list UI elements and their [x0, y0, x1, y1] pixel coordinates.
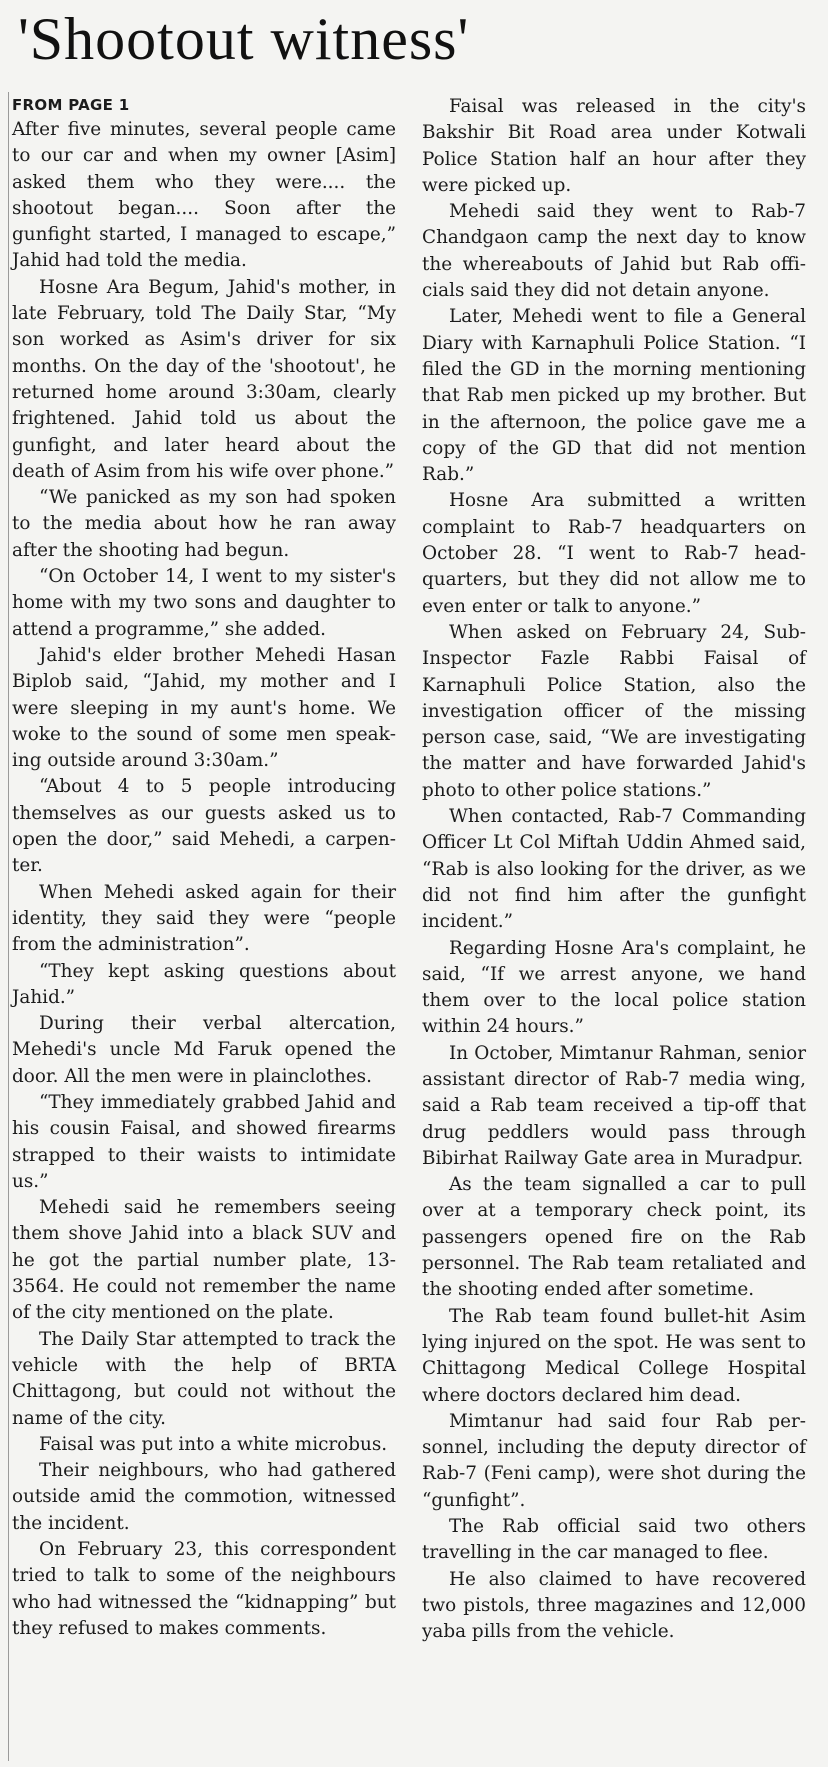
paragraph: Faisal was put into a white microbus.	[39, 1433, 388, 1455]
paragraph: The Rab team found bullet-hit Asim lying injured on the spot. He was sent to Chittagong Medical College Hospital where doctors declared him dead.	[422, 1305, 806, 1406]
column-rule	[8, 92, 9, 1761]
paragraph: The Rab official said two others travelling in the car managed to flee.	[422, 1516, 806, 1564]
paragraph: He also claimed to have recovered two pistols, three magazines and 12,000 yaba pills from the vehicle.	[422, 1568, 806, 1643]
paragraph: The Daily Star attempted to track the vehicle with the help of BRTA Chittagong, but could not without the name of the city.	[12, 1328, 396, 1429]
paragraph: Mehedi said they went to Rab-7 Chandgaon camp the next day to know the whereabouts of Jahid but Rab officials said they did not detain anyone.	[422, 201, 806, 302]
paragraph: Regarding Hosne Ara's complaint, he said, “If we arrest anyone, we hand them over to the local police station within 24 hours.”	[422, 937, 806, 1038]
paragraph: Their neighbours, who had gathered outside amid the commotion, witnessed the incident.	[12, 1460, 396, 1534]
paragraph: As the team signalled a car to pull over at a temporary check point, its passengers opened fire on the Rab personnel. The Rab team retaliated and the shooting ended after sometime.	[422, 1174, 806, 1301]
paragraph: Later, Mehedi went to file a General Diary with Karnaphuli Police Station. “I filed the GD in the morning mentioning that Rab men picked up my brother. But in the afternoon, the police gave me a copy of the GD that did not mention Rab.”	[422, 306, 806, 486]
paragraph: During their verbal altercation, Mehedi's uncle Md Faruk opened the door. All the men were in plainclothes.	[12, 1013, 396, 1087]
paragraph: Mehedi said he remembers seeing them shove Jahid into a black SUV and he got the partial number plate, 13-3564. He could not remember the name of the city mentioned on the plate.	[12, 1197, 396, 1324]
paragraph: “They kept asking questions about Jahid.”	[12, 960, 396, 1008]
paragraph: On February 23, this correspondent tried to talk to some of the neighbours who had witnessed the “kidnapping” but they refused to makes comments.	[12, 1539, 396, 1639]
continuation-kicker: FROM PAGE 1	[12, 96, 130, 114]
headline: 'Shootout witness'	[18, 6, 470, 72]
paragraph: Hosne Ara Begum, Jahid's mother, in late February, told The Daily Star, “My son worked as Asim's driver for six months. On the day of the 'shootout', he returned home around 3:30am, clearly frightened. Jahid told us about the gunfight, and later heard about the death of Asim from his wife over phone.”	[12, 276, 396, 482]
paragraph: Jahid's elder brother Mehedi Hasan Biplob said, “Jahid, my mother and I were sleeping in my aunt's home. We woke to the sound of some men speaking outside around 3:30am.”	[12, 644, 396, 772]
paragraph: When asked on February 24, Sub-Inspector Fazle Rabbi Faisal of Karnaphuli Police Station, also the investigation officer of the missing person case, said, “We are investigating the matter and have forwarded Jahid's photo to other police stations.”	[422, 621, 806, 801]
paragraph: Mimtanur had said four Rab personnel, including the deputy director of Rab-7 (Feni camp), were shot during the “gunfight”.	[422, 1410, 806, 1511]
paragraph: In October, Mimtanur Rahman, senior assistant director of Rab-7 media wing, said a Rab team received a tip-off that drug peddlers would pass through Bibirhat Railway Gate area in Muradpur.	[422, 1042, 806, 1169]
paragraph: After five minutes, several people came to our car and when my owner [Asim] asked them who they were.... the shootout began.... Soon after the gunfight started, I managed to escape,” Jahid had told the media.	[12, 119, 396, 272]
left-column	[12, 94, 396, 1646]
paragraph: When Mehedi asked again for their identity, they said they were “people from the administration”.	[12, 881, 396, 956]
paragraph: “About 4 to 5 people introducing themselves as our guests asked us to open the door,” said Mehedi, a carpenter.	[12, 776, 396, 877]
paragraph: “They immediately grabbed Jahid and his cousin Faisal, and showed firearms strapped to their waists to intimidate us.”	[12, 1091, 396, 1192]
right-column	[422, 94, 806, 1646]
paragraph: “We panicked as my son had spoken to the media about how he ran away after the shooting had begun.	[12, 487, 396, 561]
paragraph: “On October 14, I went to my sister's home with my two sons and daughter to attend a programme,” she added.	[12, 566, 396, 640]
article-body	[12, 94, 820, 1646]
paragraph: Hosne Ara submitted a written complaint to Rab-7 headquarters on October 28. “I went to Rab-7 headquarters, but they did not allow me to even enter or talk to anyone.”	[422, 490, 806, 617]
paragraph: When contacted, Rab-7 Commanding Officer Lt Col Miftah Uddin Ahmed said, “Rab is also looking for the driver, as we did not find him after the gunfight incident.”	[422, 806, 806, 933]
paragraph: Faisal was released in the city's Bakshir Bit Road area under Kotwali Police Station half an hour after they were picked up.	[422, 96, 806, 196]
